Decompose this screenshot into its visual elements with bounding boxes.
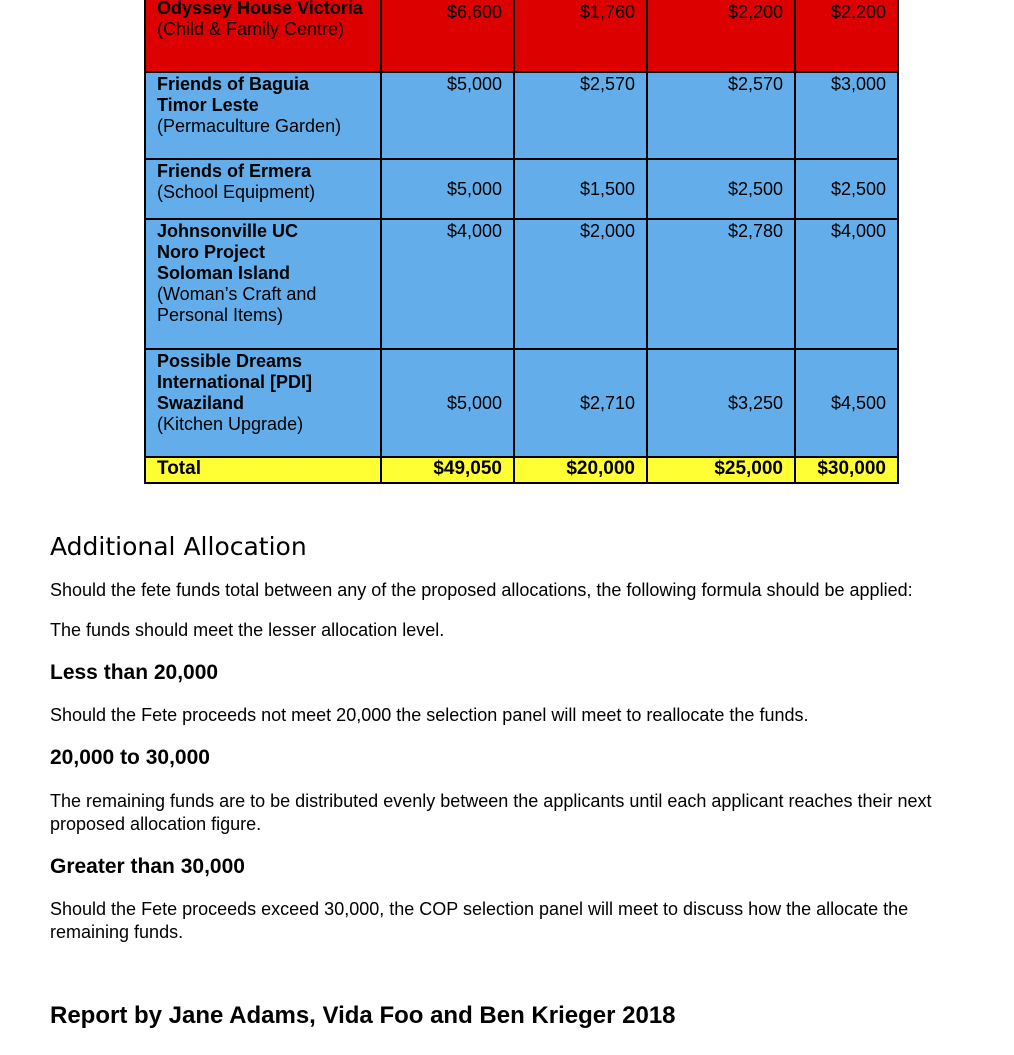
total-value: $25,000: [647, 457, 795, 483]
subheading-range: 20,000 to 30,000: [50, 746, 210, 769]
table-row: [145, 72, 898, 159]
rule-paragraph: The funds should meet the lesser allocation level.: [50, 620, 445, 640]
table-row: [145, 0, 898, 72]
value-cell: $4,500: [795, 349, 898, 457]
allocation-table: [144, 0, 899, 484]
report-author-footer: Report by Jane Adams, Vida Foo and Ben Krieger 2018: [50, 1002, 676, 1029]
value-cell: $2,200: [647, 0, 795, 72]
org-description: (Child & Family Centre): [157, 19, 345, 39]
org-description: (Permaculture Garden): [157, 116, 342, 136]
total-value: $30,000: [795, 457, 898, 483]
value-cell: $2,200: [795, 0, 898, 72]
org-name: Friends of Baguia Timor Leste: [157, 74, 310, 115]
value-cell: $2,570: [514, 72, 647, 159]
org-description: (Kitchen Upgrade): [157, 414, 304, 434]
value-cell: $5,000: [381, 349, 514, 457]
value-cell: $6,600: [381, 0, 514, 72]
value-cell: $3,250: [647, 349, 795, 457]
total-value: $49,050: [381, 457, 514, 483]
org-name: Friends of Ermera: [157, 161, 312, 181]
org-cell: [145, 72, 381, 159]
org-cell: [145, 349, 381, 457]
value-cell: $2,710: [514, 349, 647, 457]
org-name: Possible Dreams International [PDI] Swaziland: [157, 351, 313, 413]
value-cell: $1,500: [514, 159, 647, 219]
subheading-greater-than: Greater than 30,000: [50, 855, 245, 878]
value-cell: $5,000: [381, 159, 514, 219]
paragraph-greater-than: Should the Fete proceeds exceed 30,000, the COP selection panel will meet to discuss how the allocate the remaining funds.: [50, 899, 909, 942]
org-cell: [145, 0, 381, 72]
value-cell: $2,780: [647, 219, 795, 349]
total-label: Total: [145, 457, 381, 483]
value-cell: $2,500: [647, 159, 795, 219]
intro-paragraph: Should the fete funds total between any of the proposed allocations, the following formula should be applied:: [50, 580, 913, 600]
value-cell: $4,000: [795, 219, 898, 349]
value-cell: $2,500: [795, 159, 898, 219]
subheading-less-than: Less than 20,000: [50, 661, 219, 684]
section-heading: Additional Allocation: [50, 532, 307, 561]
org-cell: [145, 159, 381, 219]
paragraph-less-than: Should the Fete proceeds not meet 20,000 the selection panel will meet to reallocate the funds.: [50, 705, 809, 725]
org-name: Odyssey House Victoria: [157, 0, 363, 18]
value-cell: $4,000: [381, 219, 514, 349]
value-cell: $3,000: [795, 72, 898, 159]
value-cell: $2,570: [647, 72, 795, 159]
value-cell: $2,000: [514, 219, 647, 349]
org-description: (School Equipment): [157, 182, 316, 202]
org-description: (Woman’s Craft and Personal Items): [157, 284, 317, 325]
org-name: Johnsonville UC Noro Project Soloman Island: [157, 221, 299, 283]
value-cell: $5,000: [381, 72, 514, 159]
table-row: [145, 219, 898, 349]
org-cell: [145, 219, 381, 349]
value-cell: $1,760: [514, 0, 647, 72]
total-value: $20,000: [514, 457, 647, 483]
total-row: [145, 457, 898, 483]
table-row: [145, 349, 898, 457]
table-row: [145, 159, 898, 219]
paragraph-range: The remaining funds are to be distributed evenly between the applicants until each applicant reaches their next proposed allocation figure.: [50, 791, 932, 834]
